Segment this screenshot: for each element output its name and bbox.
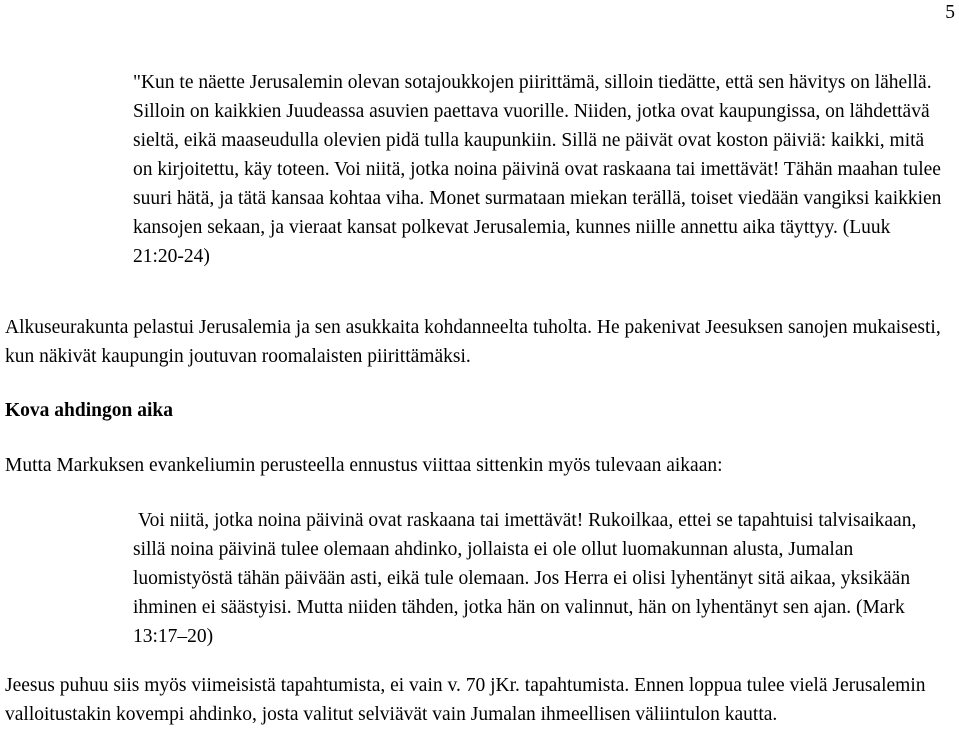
paragraph-mark-intro: Mutta Markuksen evankeliumin perusteella ennustus viittaa sittenkin myös tulevaan aikaan: xyxy=(5,455,723,476)
section-heading: Kova ahdingon aika xyxy=(5,400,173,421)
scripture-quote-mark xyxy=(133,506,953,651)
page-number: 5 xyxy=(945,2,955,23)
scripture-quote-luke: "Kun te näette Jerusalemin olevan sotajoukkojen piirittämä, silloin tiedätte, että sen hävitys on lähellä. Silloin on kaikkien Juudeassa asuvien paettava vuorille. Niiden, jotka ovat kaupungissa, on lähdettävä sieltä, eikä maaseudulla olevien pidä tulla kaupunkiin. Sillä ne päivät ovat koston päiviä: kaikki, mitä on kirjoitettu, käy toteen. Voi niitä, jotka noina päivinä ovat raskaana tai imettävät! Tähän maahan tulee suuri hätä, ja tätä kansaa kohtaa viha. Monet surmataan miekan terällä, toiset viedään vangiksi kaikkien kansojen sekaan, ja vieraat kansat polkevat Jerusalemia, kunnes niille annettu aika täyttyy. (Luuk 21:20-24) xyxy=(133,72,942,267)
scripture-quote-mark-text: Voi niitä, jotka noina päivinä ovat raskaana tai imettävät! Rukoilkaa, ettei se tapahtuisi talvisaikaan, sillä noina päivinä tulee olemaan ahdinko, jollaista ei ole ollut luomakunnan alusta, Jumalan luomistyöstä tähän päivään asti, eikä tule olemaan. Jos Herra ei olisi lyhentänyt sitä aikaa, yksikään ihminen ei säästyisi. Mutta niiden tähden, jotka hän on valinnut, hän on lyhentänyt sen ajan. (Mark 13:17–20) xyxy=(133,510,917,647)
paragraph-early-church: Alkuseurakunta pelastui Jerusalemia ja sen asukkaita kohdanneelta tuholta. He pakenivat Jeesuksen sanojen mukaisesti, kun näkivät kaupungin joutuvan roomalaisten piirittämäksi. xyxy=(5,317,941,367)
paragraph-last-events: Jeesus puhuu siis myös viimeisistä tapahtumista, ei vain v. 70 jKr. tapahtumista. Ennen loppua tulee vielä Jerusalemin valloitustakin kovempi ahdinko, josta valitut selviävät vain Jumalan ihmeellisen väliintulon kautta. xyxy=(5,675,926,725)
